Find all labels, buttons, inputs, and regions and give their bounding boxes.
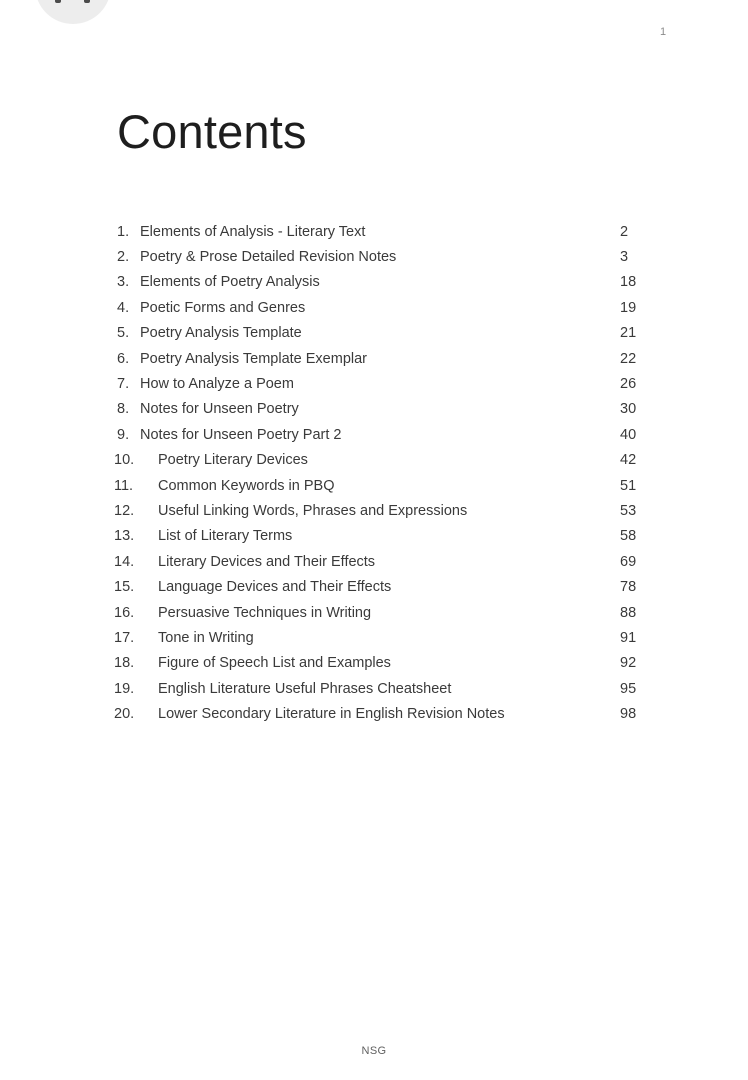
toc-row bbox=[0, 549, 748, 574]
toc-item-number: 8. bbox=[117, 401, 130, 418]
toc-item-label: Elements of Poetry Analysis bbox=[140, 274, 320, 291]
button-icon-fragment bbox=[55, 0, 61, 3]
toc-item-page: 91 bbox=[620, 629, 637, 646]
toc-item-page: 19 bbox=[620, 299, 637, 316]
toc-item-label: Notes for Unseen Poetry Part 2 bbox=[140, 426, 342, 443]
toc-item-label: Notes for Unseen Poetry bbox=[140, 401, 299, 418]
toc-item-number: 17. bbox=[114, 629, 135, 646]
toc-item-page: 3 bbox=[620, 249, 629, 266]
toc-item-page: 42 bbox=[620, 452, 637, 469]
toc-item-page: 22 bbox=[620, 350, 637, 367]
toc-row bbox=[0, 625, 748, 650]
toc-item-number: 1. bbox=[117, 223, 130, 240]
toc-item-page: 53 bbox=[620, 502, 637, 519]
toc-item-number: 20. bbox=[114, 706, 135, 723]
toc-item-number: 13. bbox=[114, 528, 135, 545]
toc-item-page: 69 bbox=[620, 553, 637, 570]
table-of-contents bbox=[0, 219, 748, 727]
toc-item-page: 98 bbox=[620, 706, 637, 723]
toc-row bbox=[0, 498, 748, 523]
toc-item-number: 14. bbox=[114, 553, 135, 570]
toc-item-page: 18 bbox=[620, 274, 637, 291]
toc-item-label: Poetry & Prose Detailed Revision Notes bbox=[140, 249, 397, 266]
toc-item-label: Elements of Analysis - Literary Text bbox=[140, 223, 366, 240]
toc-item-label: Lower Secondary Literature in English Revision Notes bbox=[158, 706, 505, 723]
toc-row bbox=[0, 219, 748, 244]
toc-item-page: 21 bbox=[620, 325, 637, 342]
floating-action-button[interactable] bbox=[35, 0, 111, 24]
toc-item-number: 10. bbox=[114, 452, 135, 469]
toc-item-label: Poetry Analysis Template bbox=[140, 325, 302, 342]
toc-item-label: Figure of Speech List and Examples bbox=[158, 655, 391, 672]
toc-item-label: Persuasive Techniques in Writing bbox=[158, 604, 372, 621]
toc-row bbox=[0, 701, 748, 726]
toc-row bbox=[0, 397, 748, 422]
toc-item-label: Poetic Forms and Genres bbox=[140, 299, 306, 316]
toc-row bbox=[0, 244, 748, 269]
toc-item-number: 9. bbox=[117, 426, 130, 443]
toc-row bbox=[0, 600, 748, 625]
toc-item-page: 78 bbox=[620, 579, 637, 596]
toc-item-number: 2. bbox=[117, 249, 130, 266]
toc-item-label: How to Analyze a Poem bbox=[140, 376, 294, 393]
toc-row bbox=[0, 371, 748, 396]
toc-item-label: Poetry Analysis Template Exemplar bbox=[140, 350, 368, 367]
toc-item-number: 16. bbox=[114, 604, 135, 621]
toc-item-page: 51 bbox=[620, 477, 637, 494]
toc-item-page: 2 bbox=[620, 223, 629, 240]
toc-item-page: 58 bbox=[620, 528, 637, 545]
toc-row bbox=[0, 676, 748, 701]
toc-row bbox=[0, 422, 748, 447]
toc-item-label: English Literature Useful Phrases Cheatsheet bbox=[158, 680, 452, 697]
toc-row bbox=[0, 473, 748, 498]
toc-item-label: Literary Devices and Their Effects bbox=[158, 553, 376, 570]
toc-item-label: Language Devices and Their Effects bbox=[158, 579, 392, 596]
toc-row bbox=[0, 346, 748, 371]
toc-item-number: 15. bbox=[114, 579, 135, 596]
toc-row bbox=[0, 524, 748, 549]
toc-item-page: 88 bbox=[620, 604, 637, 621]
toc-item-page: 95 bbox=[620, 680, 637, 697]
toc-item-page: 26 bbox=[620, 376, 637, 393]
toc-item-number: 6. bbox=[117, 350, 130, 367]
toc-row bbox=[0, 651, 748, 676]
toc-row bbox=[0, 295, 748, 320]
toc-item-number: 3. bbox=[117, 274, 130, 291]
footer-text: NSG bbox=[361, 1045, 387, 1057]
toc-item-number: 4. bbox=[117, 299, 130, 316]
toc-item-number: 7. bbox=[117, 376, 130, 393]
toc-item-number: 12. bbox=[114, 502, 135, 519]
page-title: Contents bbox=[117, 105, 307, 158]
toc-item-number: 18. bbox=[114, 655, 135, 672]
toc-item-number: 5. bbox=[117, 325, 130, 342]
toc-item-label: Tone in Writing bbox=[158, 629, 254, 646]
toc-item-label: Useful Linking Words, Phrases and Expressions bbox=[158, 502, 468, 519]
toc-item-page: 40 bbox=[620, 426, 637, 443]
toc-item-label: Poetry Literary Devices bbox=[158, 452, 308, 469]
toc-item-page: 92 bbox=[620, 655, 637, 672]
page-number: 1 bbox=[660, 26, 667, 38]
toc-row bbox=[0, 448, 748, 473]
toc-row bbox=[0, 574, 748, 599]
toc-row bbox=[0, 321, 748, 346]
toc-row bbox=[0, 270, 748, 295]
toc-item-label: List of Literary Terms bbox=[158, 528, 293, 545]
button-icon-fragment bbox=[84, 0, 90, 3]
toc-item-number: 11. bbox=[114, 477, 134, 494]
toc-item-number: 19. bbox=[114, 680, 135, 697]
toc-item-page: 30 bbox=[620, 401, 637, 418]
toc-item-label: Common Keywords in PBQ bbox=[158, 477, 335, 494]
